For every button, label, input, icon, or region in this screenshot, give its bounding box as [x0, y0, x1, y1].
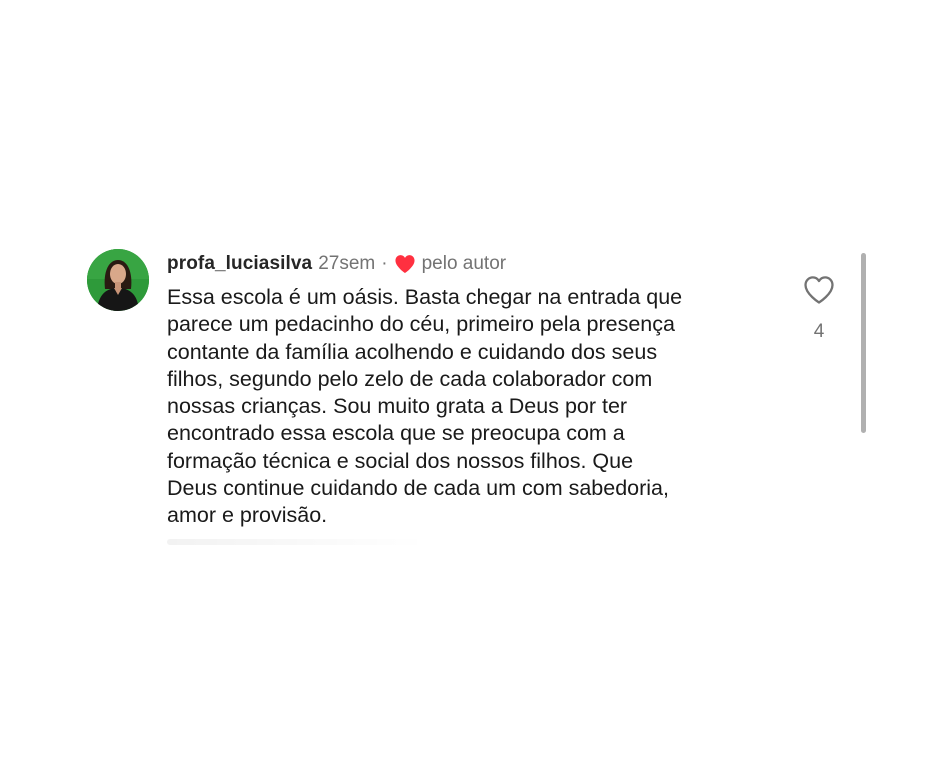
username[interactable]: profa_luciasilva [167, 253, 313, 274]
avatar[interactable] [87, 249, 149, 311]
comment-text-line: filhos, segundo pelo zelo de cada colaborador com [167, 366, 653, 391]
timestamp: 27sem [318, 253, 376, 274]
comment-text-line: Deus continue cuidando de cada um com sabedoria, [167, 476, 669, 501]
like-button[interactable] [803, 275, 835, 305]
comment-text-line: nossas crianças. Sou muito grata a Deus por ter [167, 394, 628, 419]
comment-text-line: parece um pedacinho do céu, primeiro pela presença [167, 312, 675, 337]
heart-outline-icon [803, 275, 835, 305]
comment-text [167, 284, 777, 530]
comment-text-line: contante da família acolhendo e cuidando dos seus [167, 339, 658, 364]
truncated-next-line [167, 539, 427, 545]
liked-by-author-label: pelo autor [421, 253, 507, 274]
separator-dot: · [381, 253, 388, 274]
comment-text-line: formação técnica e social dos nossos filhos. Que [167, 448, 634, 473]
comment-text-line: encontrado essa escola que se preocupa com a [167, 421, 625, 446]
comment-text-line: amor e provisão. [167, 503, 328, 528]
like-count: 4 [813, 321, 825, 342]
scrollbar[interactable] [861, 253, 866, 433]
avatar-image [87, 249, 149, 311]
comment-text-line: Essa escola é um oásis. Basta chegar na entrada que [167, 285, 683, 309]
comment-header [167, 251, 506, 277]
heart-filled-icon [394, 254, 416, 274]
